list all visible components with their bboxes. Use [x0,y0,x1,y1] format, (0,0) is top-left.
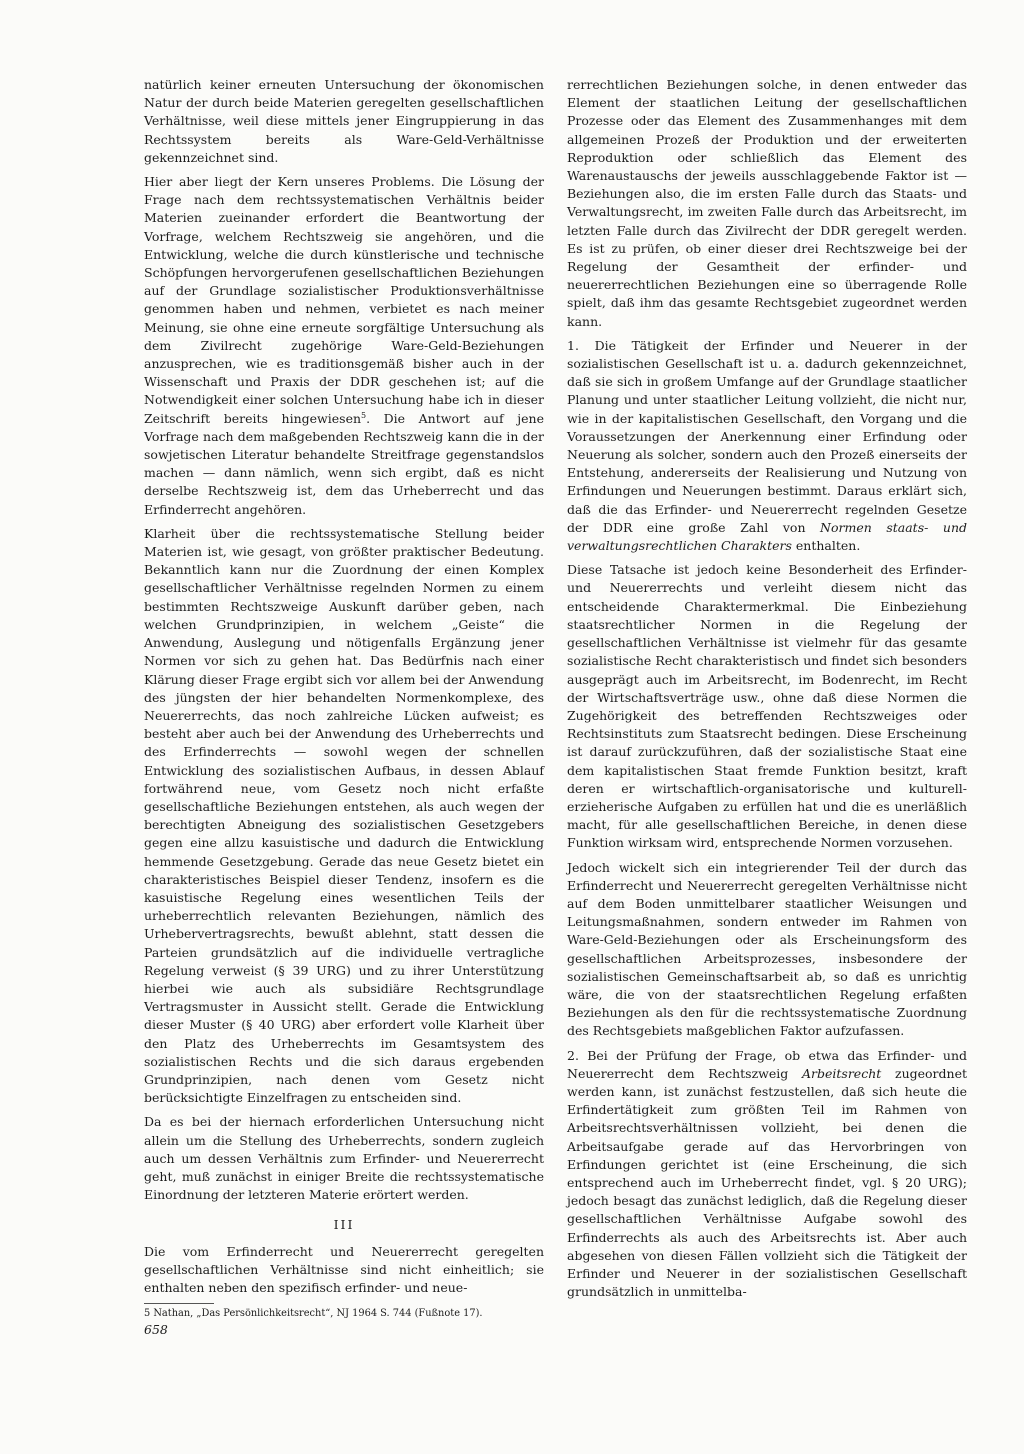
paragraph: Klarheit über die rechtssystematische Stellung beider Materien ist, wie gesagt, von größter praktischer Bedeutung. Bekanntlich kann nur die Zuordnung der einen Komplex gesellschaftlicher Verhältnisse regelnden Normen zu einem bestimmten Rechtszweige Auskunft darüber geben, nach welchen Grundprinzipien, in welchem „Geiste“ die Anwendung, Auslegung und nötigenfalls Ergänzung jener Normen vor sich zu gehen hat. Das Bedürfnis nach einer Klärung dieser Frage ergibt sich vor allem bei der Anwendung des jüngsten der hier behandelten Normenkomplexe, des Neuererrechts, das noch zahlreiche Lücken aufweist; es besteht aber auch bei der Anwendung des Urheberrechts und des Erfinderrechts — sowohl wegen der schnellen Entwicklung des sozialistischen Aufbaus, in dessen Ablauf fortwährend neue, vom Gesetz noch nicht erfaßte gesellschaftliche Beziehungen entstehen, als auch wegen der berechtigten Abneigung des sozialistischen Gesetzgebers gegen eine allzu kasuistische und dadurch die Entwicklung hemmende Gesetzgebung. Gerade das neue Gesetz bietet ein charakteristisches Beispiel dieser Tendenz, insofern es die kasuistische Regelung eines wesentlichen Teils der urheberrechtlich relevanten Beziehungen, nämlich des Urhebervertragsrechts, bewußt ablehnt, statt dessen die Parteien grundsätzlich auf die individuelle vertragliche Regelung verweist (§ 39 URG) und zu ihrer Unterstützung hierbei wie auch als subsidiäre Rechtsgrundlage Vertragsmuster in Aussicht stellt. Gerade die Entwicklung dieser Muster (§ 40 URG) aber erfordert volle Klarheit über den Platz des Urheberrechts im Gesamtsystem des sozialistischen Rechts und die sich daraus ergebenden Grundprinzipien, nach denen vom Gesetz nicht berücksichtigte Einzelfragen zu entscheiden sind. [144,525,544,1106]
paragraph [567,1047,967,1302]
page-number: 658 [144,1322,168,1337]
paragraph-text: . Die Antwort auf jene Vorfrage nach dem maßgebenden Rechtszweig kann die in der sowjetischen Literatur behandelte Streitfrage gegenstandslos machen — dann nämlich, wenn sich ergibt, daß es nicht derselbe Rechtszweig ist, dem das Urheberrecht und das Erfinderrecht angehören. [144,410,544,517]
emphasized-text: Normen staats- und verwaltungsrechtlichen Charakters [567,519,967,554]
paragraph: natürlich keiner erneuten Untersuchung der ökonomischen Natur der durch beide Materien geregelten gesellschaftlichen Verhältnisse, weil diese mittels jener Eingruppierung in das Rechtssystem bereits als Ware-Geld-Verhältnisse gekennzeichnet sind. [144,77,544,165]
paragraph-text: Hier aber liegt der Kern unseres Problems. Die Lösung der Frage nach dem rechtssystematischen Verhältnis beider Materien zueinander erfordert die Beantwortung der Vorfrage, welchem Rechtszweig sie angehören, und die Entwicklung, welche die durch künstlerische und technische Schöpfungen hervorgerufenen gesellschaftlichen Beziehungen auf der Grundlage sozialistischer Produktionsverhältnisse genommen haben und nehmen, verbietet es nach meiner Meinung, sie ohne eine erneute sorgfältige Untersuchung als dem Zivilrecht zugehörige Ware-Geld-Beziehungen anzusprechen, wie es traditionsgemäß bisher auch in der Wissenschaft und Praxis der DDR geschehen ist; auf die Notwendigkeit einer solchen Untersuchung habe ich in dieser Zeitschrift bereits hingewiesen [144,174,544,426]
paragraph: Die vom Erfinderrecht und Neuererrecht geregelten gesellschaftlichen Verhältnisse sind nicht einheitlich; sie enthalten neben den spezifisch erfinder- und neue- [144,1243,544,1295]
emphasized-text: Arbeitsrecht [801,1065,882,1081]
footnote: 5 Nathan, „Das Persönlichkeitsrecht“, NJ 1964 S. 744 (Fußnote 17). [144,1308,483,1320]
footnote-divider [144,1303,214,1304]
paragraph: Jedoch wickelt sich ein integrierender Teil der durch das Erfinderrecht und Neuererrecht geregelten Verhältnisse nicht auf dem Boden unmittelbarer staatlicher Weisungen und Leitungsmaßnahmen, sondern entweder im Rahmen von Ware-Geld-Beziehungen oder als Erscheinungsform des gesellschaftlichen Arbeitsprozesses, insbesondere der sozialistischen Gemeinschaftsarbeit ab, so daß es unrichtig wäre, die von der staatsrechtlichen Regelung erfaßten Beziehungen als den für die rechtssystematische Zuordnung des Rechtsgebiets maßgeblichen Faktor aufzufassen. [567,859,967,1039]
paragraph: Diese Tatsache ist jedoch keine Besonderheit des Erfinder- und Neuererrechts und verleiht diesem nicht das entscheidende Charaktermerkmal. Die Einbeziehung staatsrechtlicher Normen in die Regelung der gesellschaftlichen Verhältnisse ist vielmehr für das gesamte sozialistische Recht charakteristisch und findet sich besonders ausgeprägt auch im Arbeitsrecht, im Bodenrecht, im Recht der Wirtschaftsverträge usw., ohne daß diese Normen die Zugehörigkeit des betreffenden Rechtszweiges oder Rechtsinstituts zum Staatsrecht bedingen. Diese Erscheinung ist darauf zurückzuführen, daß der sozialistische Staat eine dem kapitalistischen Staat fremde Funktion besitzt, kraft deren er wirtschaftlich-organisatorische und kulturell-erzieherische Aufgaben zu erfüllen hat und die es unerläßlich macht, für alle gesellschaftlichen Bereiche, in denen diese Funktion wirksam wird, entsprechende Normen vorzusehen. [567,562,967,851]
left-column [144,76,544,1326]
paragraph [144,173,544,519]
paragraph-text: enthalten. [791,538,861,554]
paragraph: Da es bei der hiernach erforderlichen Untersuchung nicht allein um die Stellung des Urheberrechts, sondern zugleich auch um dessen Verhältnis zum Erfinder- und Neuererrecht geht, muß zunächst in einiger Breite die rechtssystematische Einordnung der letzteren Materie erörtert werden. [144,1114,544,1203]
right-column [567,76,967,1307]
paragraph-text: 2. Bei der Prüfung der Frage, ob etwa das Erfinder- und Neuererrecht dem Rechtszweig [567,1047,967,1081]
footnote-reference: 5 [361,410,367,420]
paragraph-text: zugeordnet werden kann, ist zunächst festzustellen, daß sich heute die Erfindertätigkeit zum größten Teil im Rahmen von Arbeitsrechtsverhältnissen vollzieht, bei denen die Arbeitsaufgabe gerade auf das Hervorbringen von Erfindungen gerichtet ist (eine Erscheinung, die sich entsprechend auch im Urheberrecht findet, vgl. § 20 URG); jedoch besagt das zunächst lediglich, daß die Regelung dieser gesellschaftlichen Verhältnisse Aufgabe sowohl des Erfinderrechts als auch des Arbeitsrechts ist. Aber auch abgesehen von diesen Fällen vollzieht sich die Tätigkeit der Erfinder und Neuerer in der sozialistischen Gesellschaft grundsätzlich in unmittelba- [567,1065,968,1300]
paragraph-text: 1. Die Tätigkeit der Erfinder und Neuerer in der sozialistischen Gesellschaft ist u. a. dadurch gekennzeichnet, daß sie sich in großem Umfange auf der Grundlage staatlicher Planung und unter staatlicher Leitung vollzieht, die nicht nur, wie in der kapitalistischen Gesellschaft, den Vorgang und die Voraussetzungen der Anerkennung einer Erfindung oder Neuerung als solcher, sondern auch den Prozeß einerseits der Entstehung, andererseits der Realisierung und Nutzung von Erfindungen und Neuerungen bestimmt. Daraus erklärt sich, daß die das Erfinder- und Neuererrecht regelnden Gesetze der DDR eine große Zahl von [567,337,967,535]
paragraph: rerrechtlichen Beziehungen solche, in denen entweder das Element der staatlichen Leitung der gesellschaftlichen Prozesse oder das Element des Zusammenhanges mit dem allgemeinen Prozeß der Produktion und der erweiterten Reproduktion oder schließlich das Element des Warenaustauschs der jeweils ausschlaggebende Faktor ist — Beziehungen also, die im ersten Falle durch das Staats- und Verwaltungsrecht, im zweiten Falle durch das Arbeitsrecht, im letzten Falle durch das Zivilrecht der DDR geregelt werden. Es ist zu prüfen, ob einer dieser drei Rechtszweige bei der Regelung der Gesamtheit der erfinder- und neuererrechtlichen Beziehungen eine so überragende Rolle spielt, daß ihm das gesamte Rechtsgebiet zugeordnet werden kann. [567,77,967,329]
section-heading: III [333,1217,355,1233]
paragraph [567,337,967,555]
